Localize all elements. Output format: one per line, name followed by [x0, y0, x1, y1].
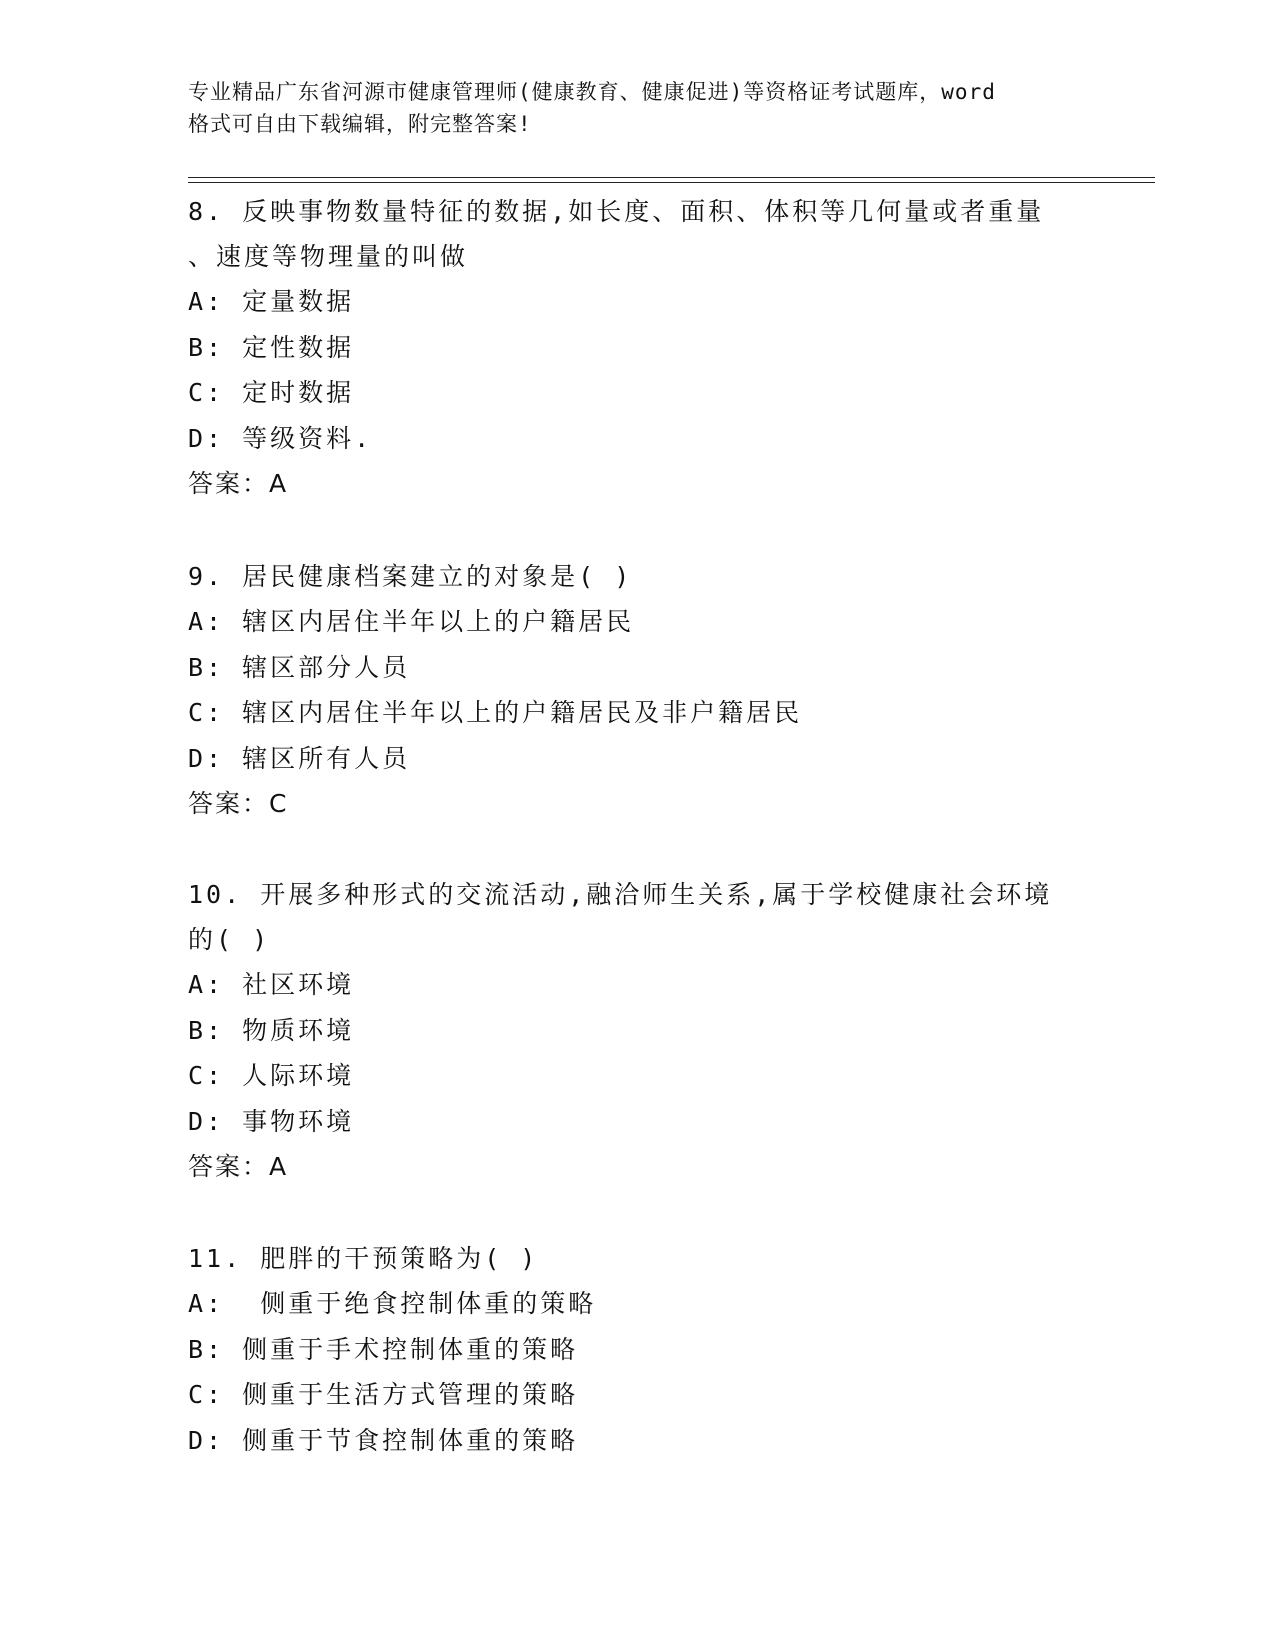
header-divider-top	[188, 177, 1155, 178]
option-d: D: 辖区所有人员	[188, 743, 411, 773]
question-8	[188, 189, 1088, 506]
option-a: A: 定量数据	[188, 287, 355, 316]
option-d: D: 等级资料.	[188, 423, 373, 453]
option-a: A: 社区环境	[188, 970, 355, 999]
question-stem-continued: 、速度等物理量的叫做	[188, 242, 469, 271]
option-a: A: 辖区内居住半年以上的户籍居民	[188, 607, 635, 636]
question-9	[188, 554, 1088, 826]
option-c: C: 人际环境	[188, 1061, 355, 1090]
header-divider-bottom	[188, 182, 1155, 183]
header-line-1: 专业精品广东省河源市健康管理师(健康教育、健康促进)等资格证考试题库，word	[188, 80, 996, 104]
question-stem: 10. 开展多种形式的交流活动,融洽师生关系,属于学校健康社会环境	[188, 880, 1053, 909]
question-stem-continued: 的( )	[188, 925, 271, 954]
question-stem: 9. 居民健康档案建立的对象是( )	[188, 562, 633, 591]
question-stem: 8. 反映事物数量特征的数据,如长度、面积、体积等几何量或者重量	[188, 197, 1045, 226]
option-b: B: 定性数据	[188, 332, 355, 362]
option-c: C: 侧重于生活方式管理的策略	[188, 1380, 579, 1409]
option-d: D: 侧重于节食控制体重的策略	[188, 1425, 579, 1455]
question-10	[188, 872, 1088, 1189]
question-11	[188, 1236, 1088, 1463]
option-b: B: 辖区部分人员	[188, 652, 411, 682]
answer: 答案：C	[188, 789, 289, 818]
option-a: A: 侧重于绝食控制体重的策略	[188, 1289, 597, 1318]
question-stem: 11. 肥胖的干预策略为( )	[188, 1244, 539, 1273]
header-line-2: 格式可自由下载编辑，附完整答案!	[188, 112, 532, 136]
option-c: C: 定时数据	[188, 378, 355, 407]
answer: 答案：A	[188, 469, 289, 498]
option-b: B: 侧重于手术控制体重的策略	[188, 1334, 579, 1364]
option-b: B: 物质环境	[188, 1015, 355, 1045]
answer: 答案：A	[188, 1152, 289, 1181]
option-d: D: 事物环境	[188, 1106, 355, 1136]
option-c: C: 辖区内居住半年以上的户籍居民及非户籍居民	[188, 698, 803, 727]
document-header	[188, 76, 1088, 140]
